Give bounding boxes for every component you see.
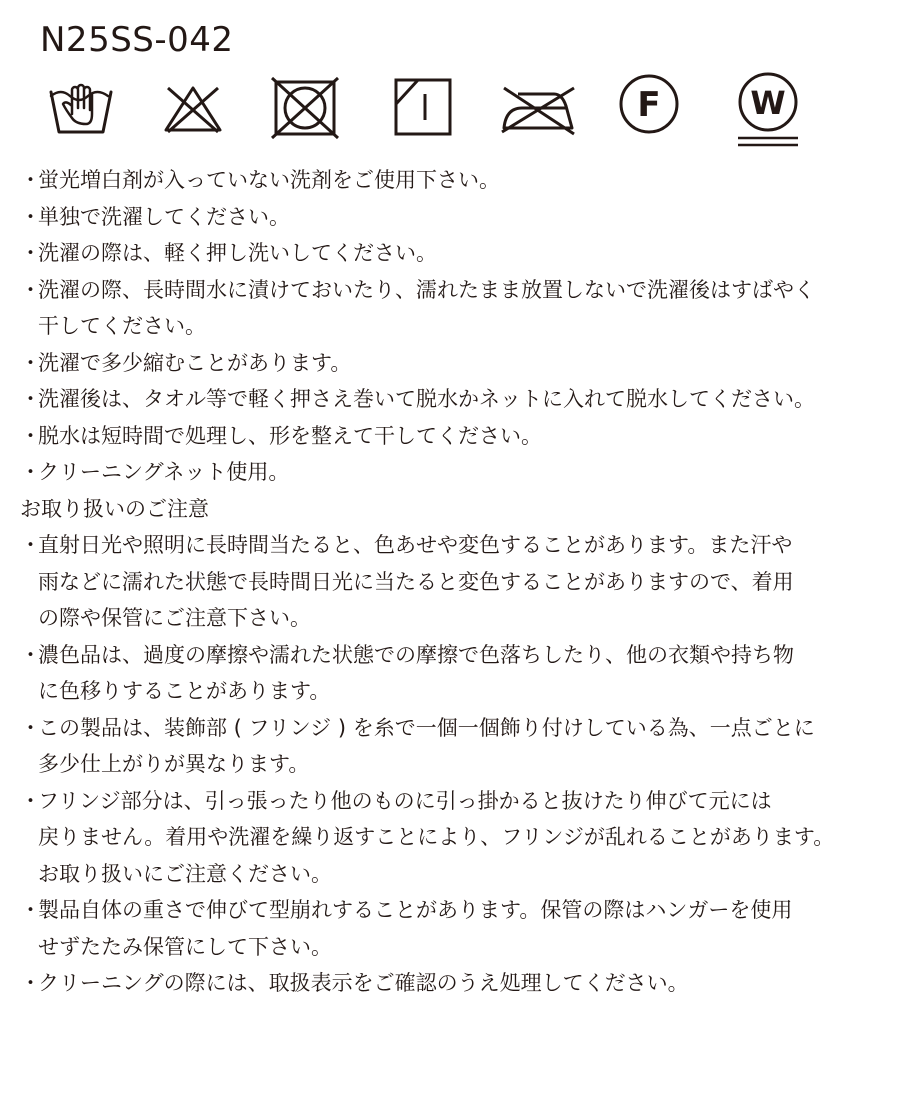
bullet-mark: ・	[20, 642, 41, 667]
bullet-mark: ・	[20, 423, 41, 448]
note-line	[20, 308, 910, 345]
note-line	[20, 856, 910, 893]
bullet-mark: ・	[20, 460, 41, 484]
line-dry-in-shade-icon	[392, 68, 456, 152]
note-text: この製品は、装飾部 ( フリンジ ) を糸で一個一個飾り付けしている為、一点ごとに	[38, 715, 815, 740]
note-item	[20, 637, 910, 710]
note-line	[20, 235, 910, 272]
note-text: クリーニングネット使用。	[38, 460, 290, 484]
note-item	[20, 345, 910, 382]
note-line	[20, 600, 910, 637]
note-line	[20, 892, 910, 929]
no-tumble-dry-icon	[270, 68, 340, 152]
bullet-mark: ・	[20, 971, 41, 995]
no-bleach-icon	[158, 68, 228, 152]
note-text: クリーニングの際には、取扱表示をご確認のうえ処理してください。	[38, 971, 689, 995]
washing-notes	[20, 162, 910, 491]
note-text: 多少仕上がりが異なります。	[38, 752, 310, 776]
note-text: 雨などに濡れた状態で長時間日光に当たると変色することがありますので、着用	[38, 569, 794, 594]
note-text: 直射日光や照明に長時間当たると、色あせや変色することがあります。また汗や	[38, 533, 793, 557]
note-text: フリンジ部分は、引っ張ったり他のものに引っ掛かると抜けたり伸びて元には	[38, 788, 772, 813]
note-item	[20, 527, 910, 637]
bullet-mark: ・	[20, 277, 41, 302]
note-text: 戻りません。着用や洗濯を繰り返すことにより、フリンジが乱れることがあります。	[38, 825, 835, 849]
note-text: 干してください。	[38, 314, 206, 338]
handling-notes	[20, 527, 910, 1002]
note-item	[20, 418, 910, 455]
note-item	[20, 235, 910, 272]
dry-clean-f-icon	[614, 68, 684, 152]
bullet-mark: ・	[20, 168, 41, 192]
note-line	[20, 965, 910, 1002]
bullet-mark: ・	[20, 898, 41, 922]
wet-clean-w-icon	[728, 68, 808, 152]
note-line	[20, 345, 910, 382]
note-text: せずたたみ保管にして下さい。	[38, 934, 332, 959]
note-item	[20, 454, 910, 491]
note-item	[20, 783, 910, 893]
handling-heading: お取り扱いのご注意	[20, 496, 209, 521]
note-text: 濃色品は、過度の摩擦や濡れた状態での摩擦で色落ちしたり、他の衣類や持ち物	[38, 642, 794, 667]
note-line	[20, 454, 910, 491]
note-line	[20, 272, 910, 309]
note-line	[20, 819, 910, 856]
note-line	[20, 564, 910, 601]
note-text: 単独で洗濯してください。	[38, 204, 290, 229]
note-text: の際や保管にご注意下さい。	[38, 606, 311, 630]
note-line	[20, 637, 910, 674]
note-text: 脱水は短時間で処理し、形を整えて干してください。	[38, 423, 542, 448]
bullet-mark: ・	[20, 533, 41, 557]
note-text: に色移りすることがあります。	[38, 679, 331, 703]
note-line	[20, 418, 910, 455]
care-instructions	[20, 162, 910, 1002]
note-line	[20, 527, 910, 564]
note-line	[20, 746, 910, 783]
note-line	[20, 673, 910, 710]
bullet-mark: ・	[20, 715, 41, 740]
note-text: 洗濯の際は、軽く押し洗いしてください。	[38, 241, 437, 265]
bullet-mark: ・	[20, 387, 41, 411]
note-line	[20, 929, 910, 966]
note-item	[20, 965, 910, 1002]
note-line	[20, 162, 910, 199]
note-item	[20, 892, 910, 965]
note-text: 洗濯で多少縮むことがあります。	[38, 350, 352, 375]
note-line	[20, 199, 910, 236]
note-item	[20, 710, 910, 783]
note-item	[20, 162, 910, 199]
bullet-mark: ・	[20, 350, 41, 375]
note-item	[20, 199, 910, 236]
note-text: 製品自体の重さで伸びて型崩れすることがあります。保管の際はハンガーを使用	[38, 898, 793, 922]
bullet-mark: ・	[20, 241, 41, 265]
note-line	[20, 783, 910, 820]
note-line	[20, 381, 910, 418]
bullet-mark: ・	[20, 788, 41, 813]
note-text: 蛍光増白剤が入っていない洗剤をご使用下さい。	[38, 168, 500, 192]
note-text: 洗濯後は、タオル等で軽く押さえ巻いて脱水かネットに入れて脱水してください。	[38, 387, 815, 411]
note-text: 洗濯の際、長時間水に漬けておいたり、濡れたまま放置しないで洗濯後はすばやく	[38, 277, 815, 302]
no-iron-icon	[498, 68, 578, 152]
note-item	[20, 381, 910, 418]
product-code: N25SS-042	[40, 20, 234, 60]
care-symbols-row	[46, 68, 806, 152]
dry-clean-letter: F	[637, 85, 661, 125]
note-line	[20, 710, 910, 747]
bullet-mark: ・	[20, 204, 41, 229]
note-item	[20, 272, 910, 345]
note-text: お取り扱いにご注意ください。	[38, 861, 332, 886]
wet-clean-letter: W	[750, 84, 786, 122]
hand-wash-icon	[46, 68, 116, 152]
